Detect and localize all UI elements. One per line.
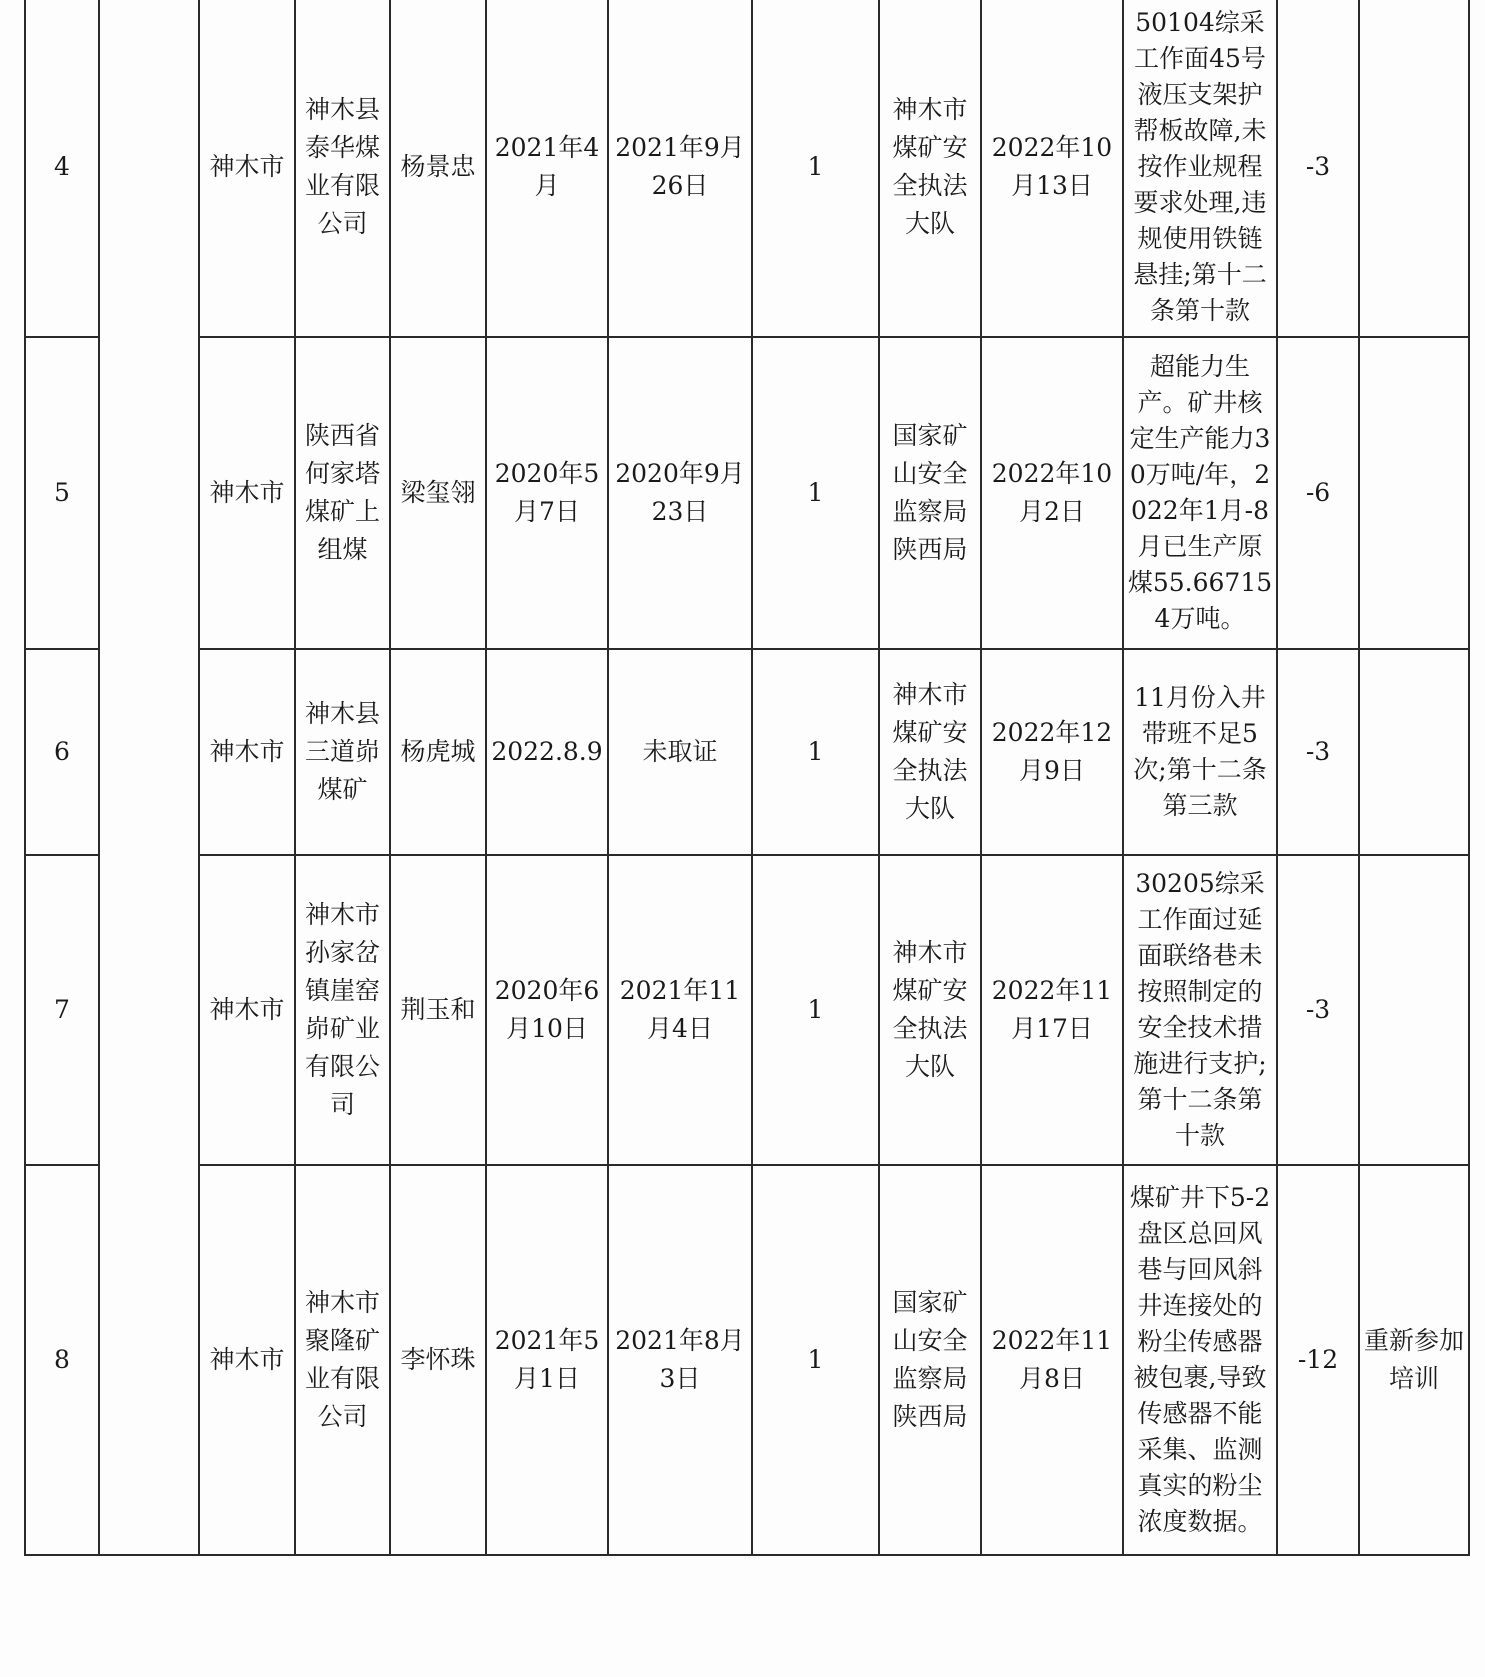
- city-cell: 神木市: [199, 0, 295, 337]
- coal-mine-penalty-table: [24, 0, 1470, 1556]
- remark-cell: [1359, 855, 1469, 1165]
- violation-date-cell: 2022年11月17日: [981, 855, 1123, 1165]
- table-row: [25, 855, 1469, 1165]
- company-cell: 神木市孙家岔镇崖窑峁矿业有限公司: [295, 855, 390, 1165]
- count-cell: 1: [752, 337, 879, 649]
- authority-cell: 国家矿山安全监察局陕西局: [879, 1165, 981, 1555]
- violation-cell: 30205综采工作面过延面联络巷未按照制定的安全技术措施进行支护;第十二条第十款: [1123, 855, 1277, 1165]
- row-index: 4: [25, 0, 99, 337]
- authority-cell: 神木市煤矿安全执法大队: [879, 855, 981, 1165]
- violation-date-cell: 2022年10月2日: [981, 337, 1123, 649]
- score-cell: -6: [1277, 337, 1359, 649]
- remark-cell: [1359, 0, 1469, 337]
- count-cell: 1: [752, 1165, 879, 1555]
- certificate-date-cell: 2021年8月3日: [608, 1165, 752, 1555]
- person-cell: 杨虎城: [390, 649, 486, 855]
- company-cell: 神木县三道峁煤矿: [295, 649, 390, 855]
- merged-blank-column: [99, 0, 199, 1555]
- count-cell: 1: [752, 649, 879, 855]
- company-cell: 神木市聚隆矿业有限公司: [295, 1165, 390, 1555]
- violation-date-cell: 2022年12月9日: [981, 649, 1123, 855]
- city-cell: 神木市: [199, 649, 295, 855]
- city-cell: 神木市: [199, 855, 295, 1165]
- certificate-date-cell: 未取证: [608, 649, 752, 855]
- person-cell: 杨景忠: [390, 0, 486, 337]
- row-index: 8: [25, 1165, 99, 1555]
- count-cell: 1: [752, 855, 879, 1165]
- remark-cell: [1359, 649, 1469, 855]
- city-cell: 神木市: [199, 1165, 295, 1555]
- start-date-cell: 2021年5月1日: [486, 1165, 608, 1555]
- count-cell: 1: [752, 0, 879, 337]
- row-index: 6: [25, 649, 99, 855]
- violation-cell: 超能力生产。矿井核定生产能力30万吨/年，2022年1月-8月已生产原煤55.667154万吨。: [1123, 337, 1277, 649]
- person-cell: 李怀珠: [390, 1165, 486, 1555]
- authority-cell: 国家矿山安全监察局陕西局: [879, 337, 981, 649]
- violation-cell: 煤矿井下5-2盘区总回风巷与回风斜井连接处的粉尘传感器被包裹,导致传感器不能采集、监测真实的粉尘浓度数据。: [1123, 1165, 1277, 1555]
- table-row: [25, 337, 1469, 649]
- authority-cell: 神木市煤矿安全执法大队: [879, 0, 981, 337]
- table-row: [25, 0, 1469, 337]
- city-cell: 神木市: [199, 337, 295, 649]
- company-cell: 神木县泰华煤业有限公司: [295, 0, 390, 337]
- remark-cell: [1359, 337, 1469, 649]
- score-cell: -3: [1277, 855, 1359, 1165]
- start-date-cell: 2020年5月7日: [486, 337, 608, 649]
- certificate-date-cell: 2021年11月4日: [608, 855, 752, 1165]
- score-cell: -3: [1277, 0, 1359, 337]
- violation-cell: 50104综采工作面45号液压支架护帮板故障,未按作业规程要求处理,违规使用铁链悬挂;第十二条第十款: [1123, 0, 1277, 337]
- start-date-cell: 2020年6月10日: [486, 855, 608, 1165]
- certificate-date-cell: 2021年9月26日: [608, 0, 752, 337]
- remark-cell: 重新参加培训: [1359, 1165, 1469, 1555]
- score-cell: -12: [1277, 1165, 1359, 1555]
- violation-cell: 11月份入井带班不足5次;第十二条第三款: [1123, 649, 1277, 855]
- table-row: [25, 1165, 1469, 1555]
- person-cell: 荆玉和: [390, 855, 486, 1165]
- person-cell: 梁玺翎: [390, 337, 486, 649]
- row-index: 7: [25, 855, 99, 1165]
- company-cell: 陕西省何家塔煤矿上组煤: [295, 337, 390, 649]
- start-date-cell: 2021年4月: [486, 0, 608, 337]
- row-index: 5: [25, 337, 99, 649]
- start-date-cell: 2022.8.9: [486, 649, 608, 855]
- table-row: [25, 649, 1469, 855]
- score-cell: -3: [1277, 649, 1359, 855]
- authority-cell: 神木市煤矿安全执法大队: [879, 649, 981, 855]
- violation-date-cell: 2022年10月13日: [981, 0, 1123, 337]
- certificate-date-cell: 2020年9月23日: [608, 337, 752, 649]
- violation-date-cell: 2022年11月8日: [981, 1165, 1123, 1555]
